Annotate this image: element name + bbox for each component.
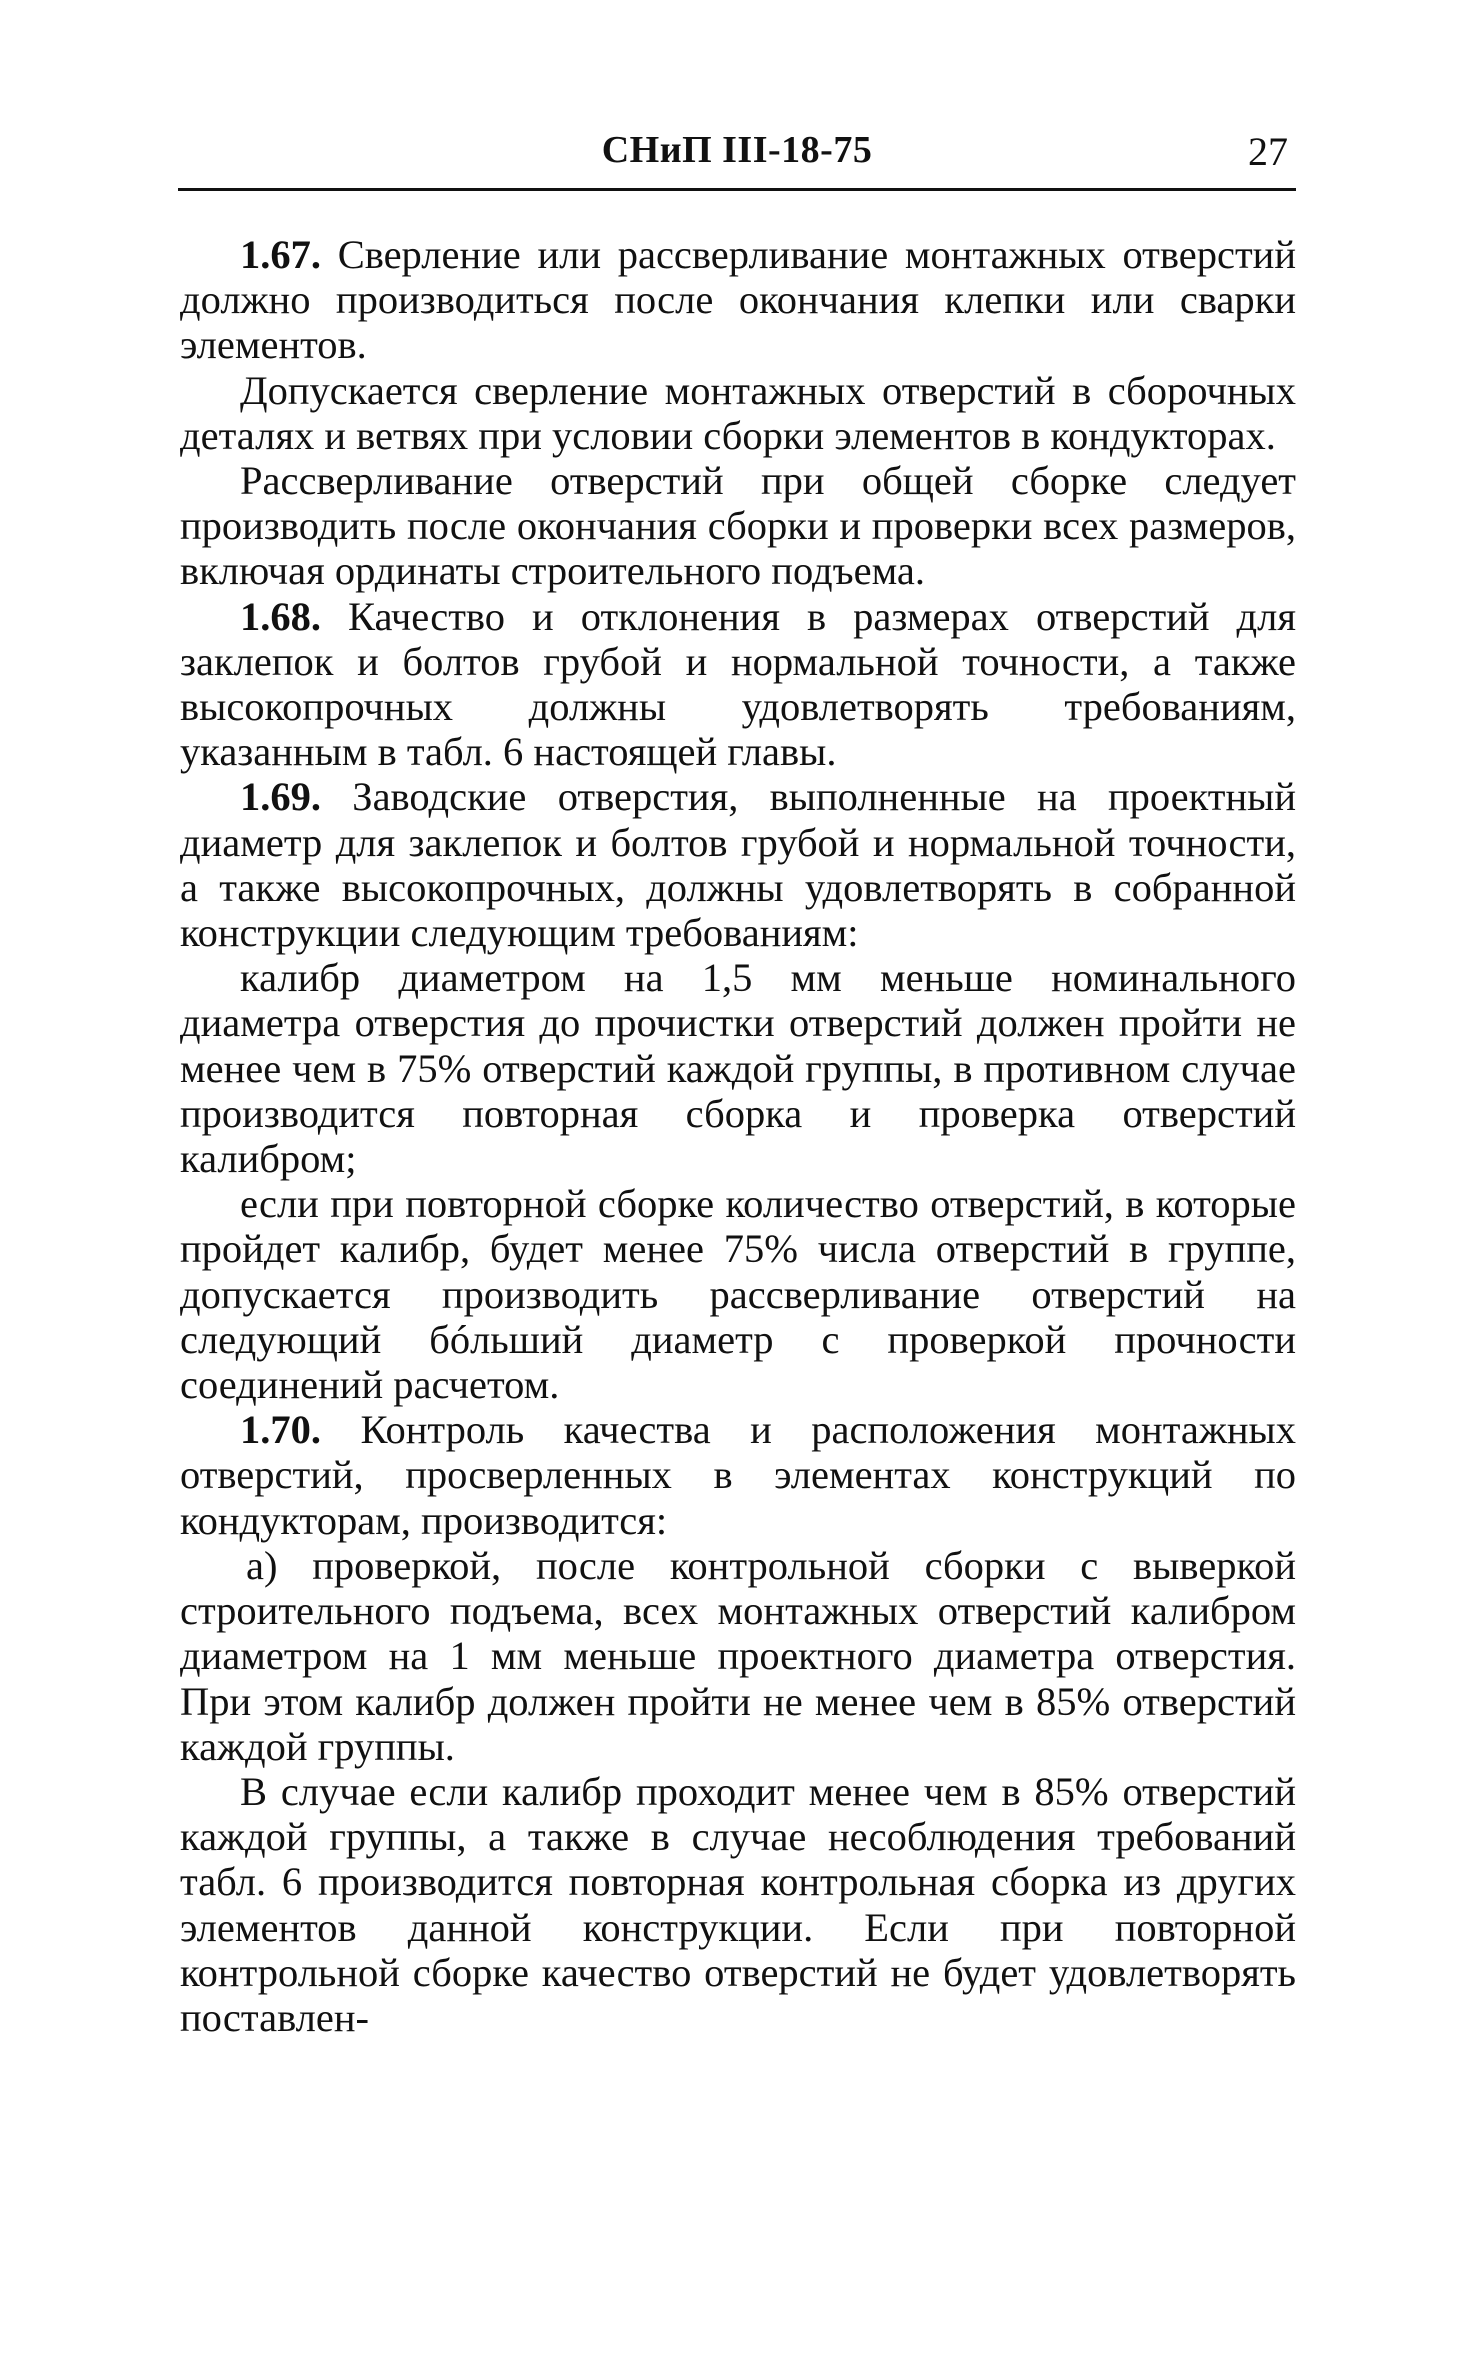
paragraph-text: Рассверливание отверстий при общей сборке следует производить после окончания сборки и проверки всех размеров, включая ординаты строительного подъема. (180, 458, 1296, 594)
page-header (178, 128, 1296, 188)
paragraph-text: Заводские отверстия, выполненные на проектный диаметр для заклепок и болтов грубой и нормальной точности, а также высокопрочных, должны удовлетворять в собранной конструкции следующим требованиям: (180, 774, 1297, 956)
document-code: СНиП III-18-75 (601, 129, 873, 171)
paragraph-text: Контроль качества и расположения монтажных отверстий, просверленных в элементах конструкций по кондукторам, производится: (180, 1407, 1296, 1543)
paragraph-text: а) проверкой, после контрольной сборки с выверкой строительного подъема, всех монтажных отверстий калибром диаметром на 1 мм меньше проектного диаметра отверстия. При этом калибр должен пройти не менее чем в 85% отверстий каждой группы. (180, 1542, 1296, 1769)
paragraph-text: В случае если калибр проходит менее чем в 85% отверстий каждой группы, а также в случае несоблюдения требований табл. 6 производится повторная контрольная сборка из других элементов данной конструкции. Если при повторной контрольной сборке качество отверстий не будет удовлетворять поставлен- (180, 1768, 1296, 2040)
clause-number: 1.68. (240, 593, 321, 639)
paragraph-text: Допускается сверление монтажных отверстий в сборочных деталях и ветвях при условии сборки элементов в кондукторах. (180, 367, 1296, 458)
paragraph-1-69 (180, 774, 1296, 955)
paragraph-1-70 (180, 1407, 1296, 1543)
paragraph-item-a (180, 1543, 1296, 1769)
paragraph-1-68 (180, 594, 1296, 775)
paragraph-reaming (180, 458, 1296, 594)
page-number: 27 (1248, 129, 1288, 174)
paragraph-drilling-allowed (180, 368, 1296, 458)
paragraph-text: Качество и отклонения в размерах отверстий для заклепок и болтов грубой и нормальной точности, а также высокопрочных должны удовлетворять требованиям, указанным в табл. 6 настоящей главы. (180, 593, 1296, 775)
clause-number: 1.69. (240, 774, 321, 820)
paragraph-repeat-assembly (180, 1181, 1296, 1407)
paragraph-text: если при повторной сборке количество отверстий, в которые пройдет калибр, будет менее 75% числа отверстий в группе, допускается производить рассверливание отверстий на следующий бóльший диаметр с проверкой прочности соединений расчетом. (180, 1181, 1296, 1408)
header-rule (178, 188, 1296, 191)
clause-number: 1.67. (240, 232, 321, 277)
paragraph-text: Сверление или рассверливание монтажных отверстий должно производиться после окончания клепки или сварки элементов. (180, 232, 1296, 368)
clause-number: 1.70. (240, 1407, 321, 1453)
paragraph-gauge-requirement (180, 955, 1296, 1181)
paragraph-text: калибр диаметром на 1,5 мм меньше номинального диаметра отверстия до прочистки отверстий должен пройти не менее чем в 75% отверстий каждой группы, в противном случае производится повторная сборка и проверка отверстий калибром; (180, 955, 1296, 1182)
paragraph-1-67 (180, 232, 1296, 368)
paragraph-insufficient-gauge (180, 1769, 1296, 2040)
body-text (180, 232, 1296, 2040)
